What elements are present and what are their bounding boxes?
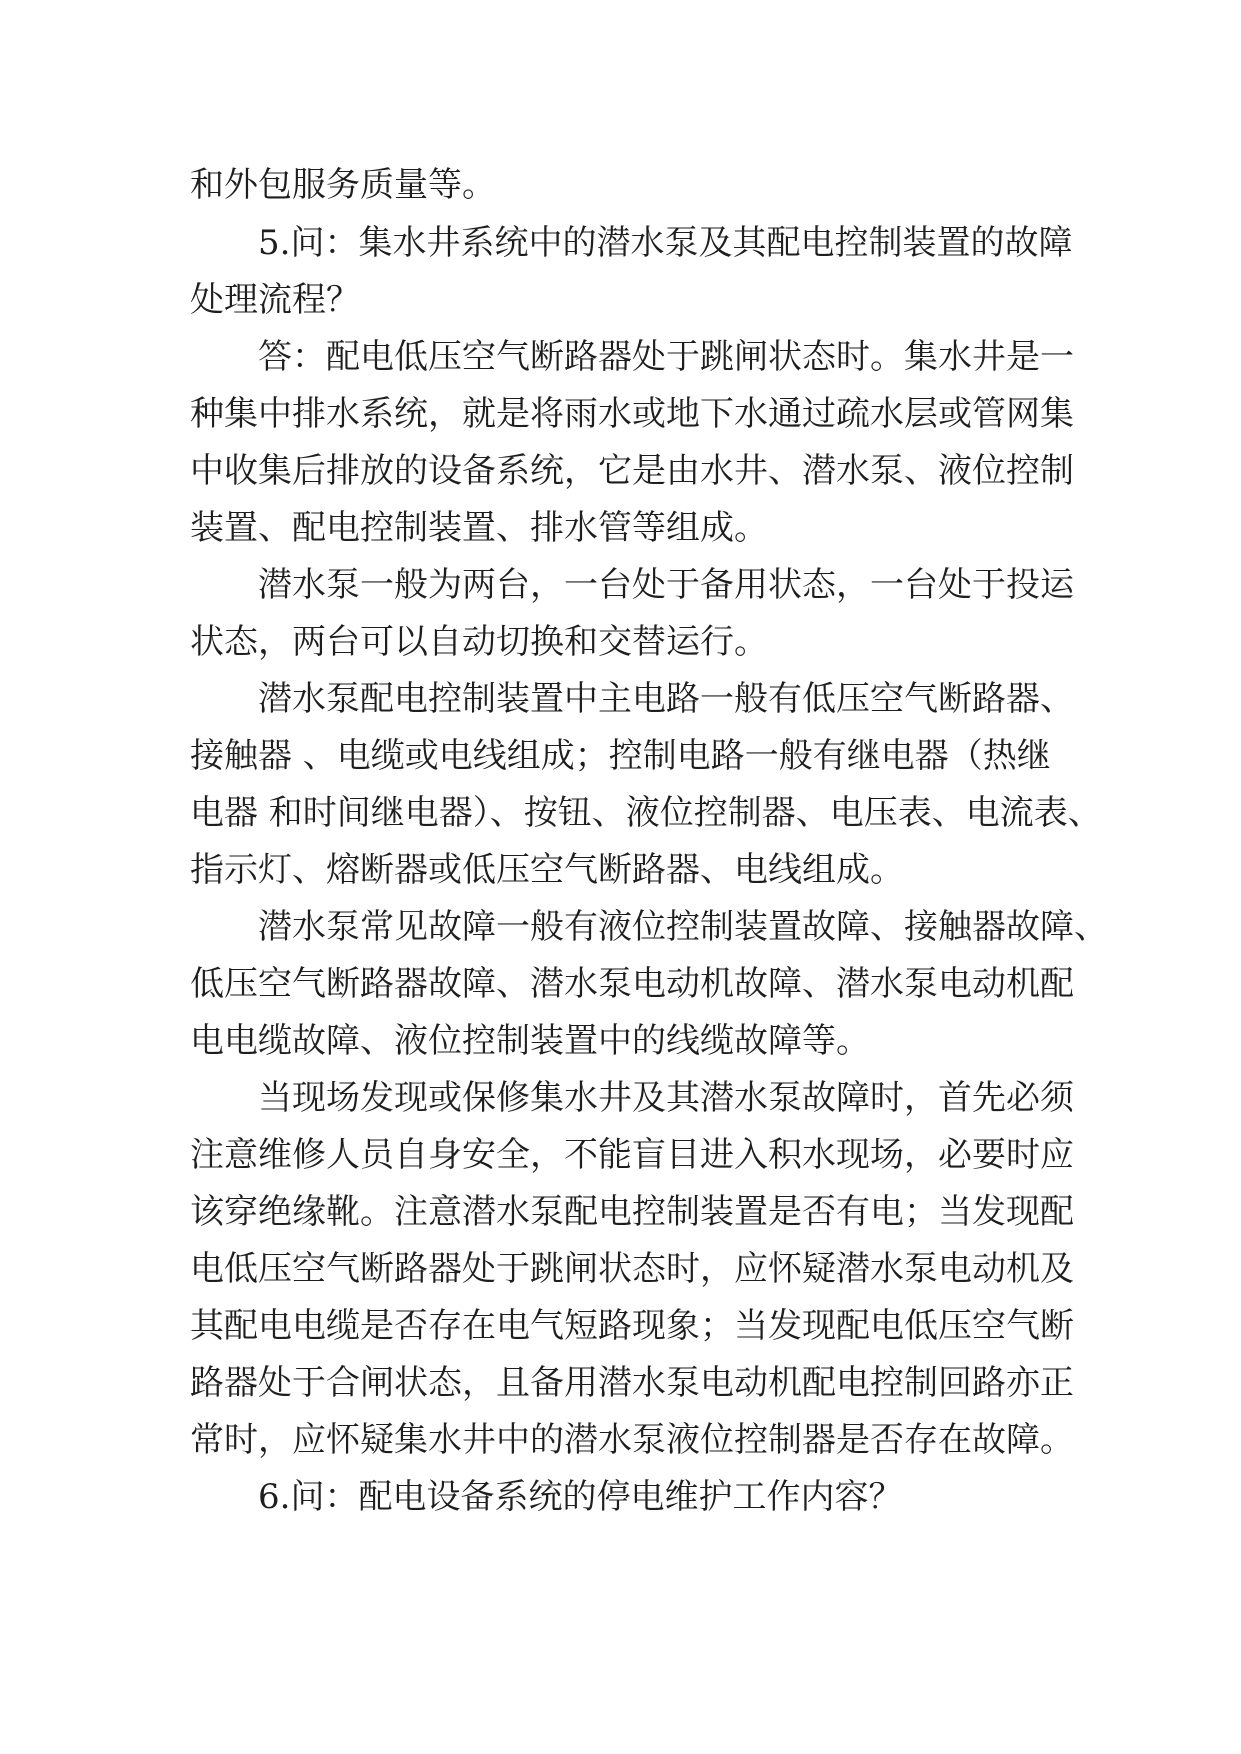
text-line: 电低压空气断路器处于跳闸状态时，应怀疑潜水泵电动机及 — [190, 1249, 1074, 1289]
text-line: 低压空气断路器故障、潜水泵电动机故障、潜水泵电动机配 — [190, 964, 1074, 1004]
text-line: 中收集后排放的设备系统，它是由水井、潜水泵、液位控制 — [190, 451, 1074, 491]
text-line: 路器处于合闸状态，且备用潜水泵电动机配电控制回路亦正 — [190, 1363, 1074, 1403]
question-5-heading: 5.问：集水井系统中的潜水泵及其配电控制装置的故障 — [258, 223, 1073, 263]
paragraph-start: 当现场发现或保修集水井及其潜水泵故障时，首先必须 — [258, 1078, 1074, 1118]
text-line: 状态，两台可以自动切换和交替运行。 — [190, 622, 768, 662]
text-line: 注意维修人员自身安全，不能盲目进入积水现场，必要时应 — [190, 1135, 1074, 1175]
paragraph-start: 潜水泵配电控制装置中主电路一般有低压空气断路器、 — [258, 679, 1074, 719]
text-line: 指示灯、熔断器或低压空气断路器、电线组成。 — [190, 850, 904, 890]
text-line: 电器 和时间继电器）、按钮、液位控制器、电压表、电流表、 — [190, 793, 1102, 833]
text-line: 该穿绝缘靴。注意潜水泵配电控制装置是否有电；当发现配 — [190, 1192, 1074, 1232]
text-line: 种集中排水系统，就是将雨水或地下水通过疏水层或管网集 — [190, 394, 1074, 434]
text-line: 和外包服务质量等。 — [190, 165, 496, 205]
text-line: 常时，应怀疑集水井中的潜水泵液位控制器是否存在故障。 — [190, 1420, 1074, 1460]
question-6-heading: 6.问：配电设备系统的停电维护工作内容？ — [258, 1477, 903, 1517]
text-line: 接触器 、电缆或电线组成；控制电路一般有继电器（热继 — [190, 736, 1051, 776]
paragraph-start: 潜水泵常见故障一般有液位控制装置故障、接触器故障、 — [258, 907, 1108, 947]
text-line: 处理流程？ — [190, 280, 360, 320]
text-line: 其配电电缆是否存在电气短路现象；当发现配电低压空气断 — [190, 1306, 1074, 1346]
text-line: 电电缆故障、液位控制装置中的线缆故障等。 — [190, 1021, 870, 1061]
answer-5-start: 答：配电低压空气断路器处于跳闸状态时。集水井是一 — [258, 337, 1074, 377]
paragraph-start: 潜水泵一般为两台，一台处于备用状态，一台处于投运 — [258, 565, 1074, 605]
text-line: 装置、配电控制装置、排水管等组成。 — [190, 508, 768, 548]
